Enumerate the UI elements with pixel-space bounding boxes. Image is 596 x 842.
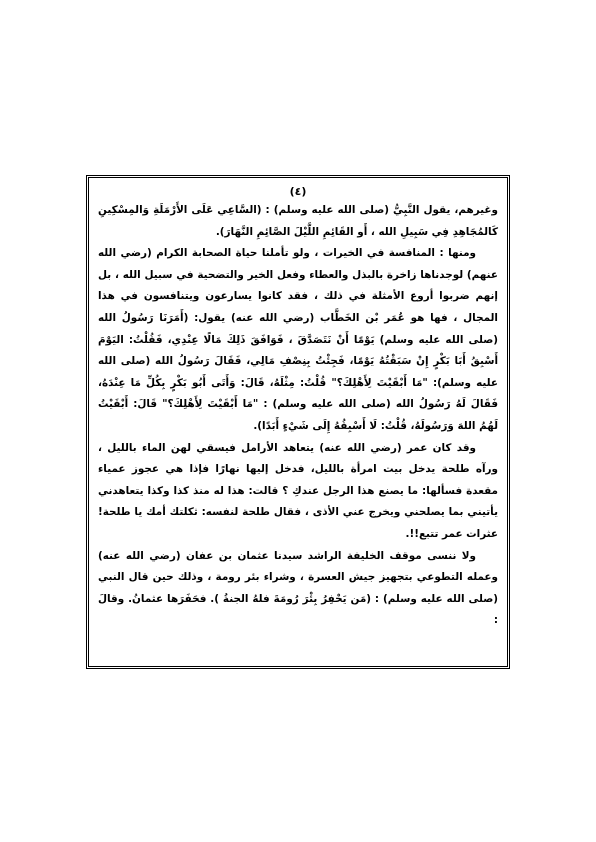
- paragraph-competition-in-good: ومنها : المنافسة في الخيرات ، ولو تأملنا حياة الصحابة الكرام (رضي الله عنهم) لوجدناها زاخرة بالبذل والعطاء وفعل الخير والتضحية في سبيل الله ، بل إنهم ضربوا أروع الأمثلة في ذلك ، فقد كانوا يسارعون ويتنافسون في هذا المجال ، فها هو عُمَر بْن الخَطَّاب (رضي الله عنه) يقول: (أَمَرَنَا رَسُولُ الله (صلى الله عليه وسلم) يَوْمًا أَنْ نَتَصَدَّقَ ، فَوَافَقَ ذَلِكَ مَالًا عِنْدِي، فَقُلْتُ: اليَوْمَ أَسْبِقُ أَبَا بَكْرٍ إِنْ سَبَقْتُهُ يَوْمًا، فَجِئْتُ بِنِصْفِ مَالِي، فَقَالَ رَسُولُ الله (صلى الله عليه وسلم): "مَا أَبْقَيْتَ لِأَهْلِكَ؟" قُلْتُ: مِثْلَهُ، قَالَ: وَأَتَى أَبُو بَكْرٍ بِكُلِّ مَا عِنْدَهُ، فَقَالَ لَهُ رَسُولُ الله (صلى الله عليه وسلم) : "مَا أَبْقَيْتَ لِأَهْلِكَ؟" قَالَ: أَبْقَيْتُ لَهُمُ اللهَ وَرَسُولَهُ، قُلْتُ: لَا أَسْبِقُهُ إِلَى شَيْءٍ أَبَدًا).: [98, 247, 498, 432]
- page-number: (٤): [289, 185, 307, 198]
- paragraph-umar-widows: وقد كان عمر (رضي الله عنه) يتعاهد الأرامل فيسقي لهن الماء بالليل ، ورآه طلحة يدخل بيت امرأة بالليل، فدخل إليها نهارًا فإذا هي عجوز عمياء مقعدة فسألها: ما يصنع هذا الرجل عندكِ ؟ قالت: هذا له منذ كذا وكذا يتعاهدني يأتيني بما يصلحني ويخرج عني الأذى ، فقال طلحة لنفسه: ثكلتك أمك يا طلحة! عثرات عمر تتبع!!.: [98, 441, 498, 540]
- page-frame: [86, 175, 510, 669]
- paragraph-hadith-widow: وغيرهم، يقول النَّبِيُّ (صلى الله عليه وسلم) : (السَّاعِي عَلَى الأَرْمَلَةِ وَالمِسْكِينِ كَالمُجَاهِدِ فِي سَبِيلِ الله ، أَو القَائِمِ اللَّيْلَ الصَّائِمِ النَّهَارَ).: [98, 204, 498, 238]
- paragraph-uthman-well: ولا ننسى موقف الخليفة الراشد سيدنا عثمان بن عفان (رضي الله عنه) وعمله التطوعي بتجهيز جيش العسرة ، وشراء بئر رومة ، وذلك حين قال النبي (صلى الله عليه وسلم) : (مَن يَحْفِرُ بِئْرَ رُومَةَ فلهُ الجنةُ ). فحَفَرَها عثمانُ. وقالَ :: [98, 549, 498, 627]
